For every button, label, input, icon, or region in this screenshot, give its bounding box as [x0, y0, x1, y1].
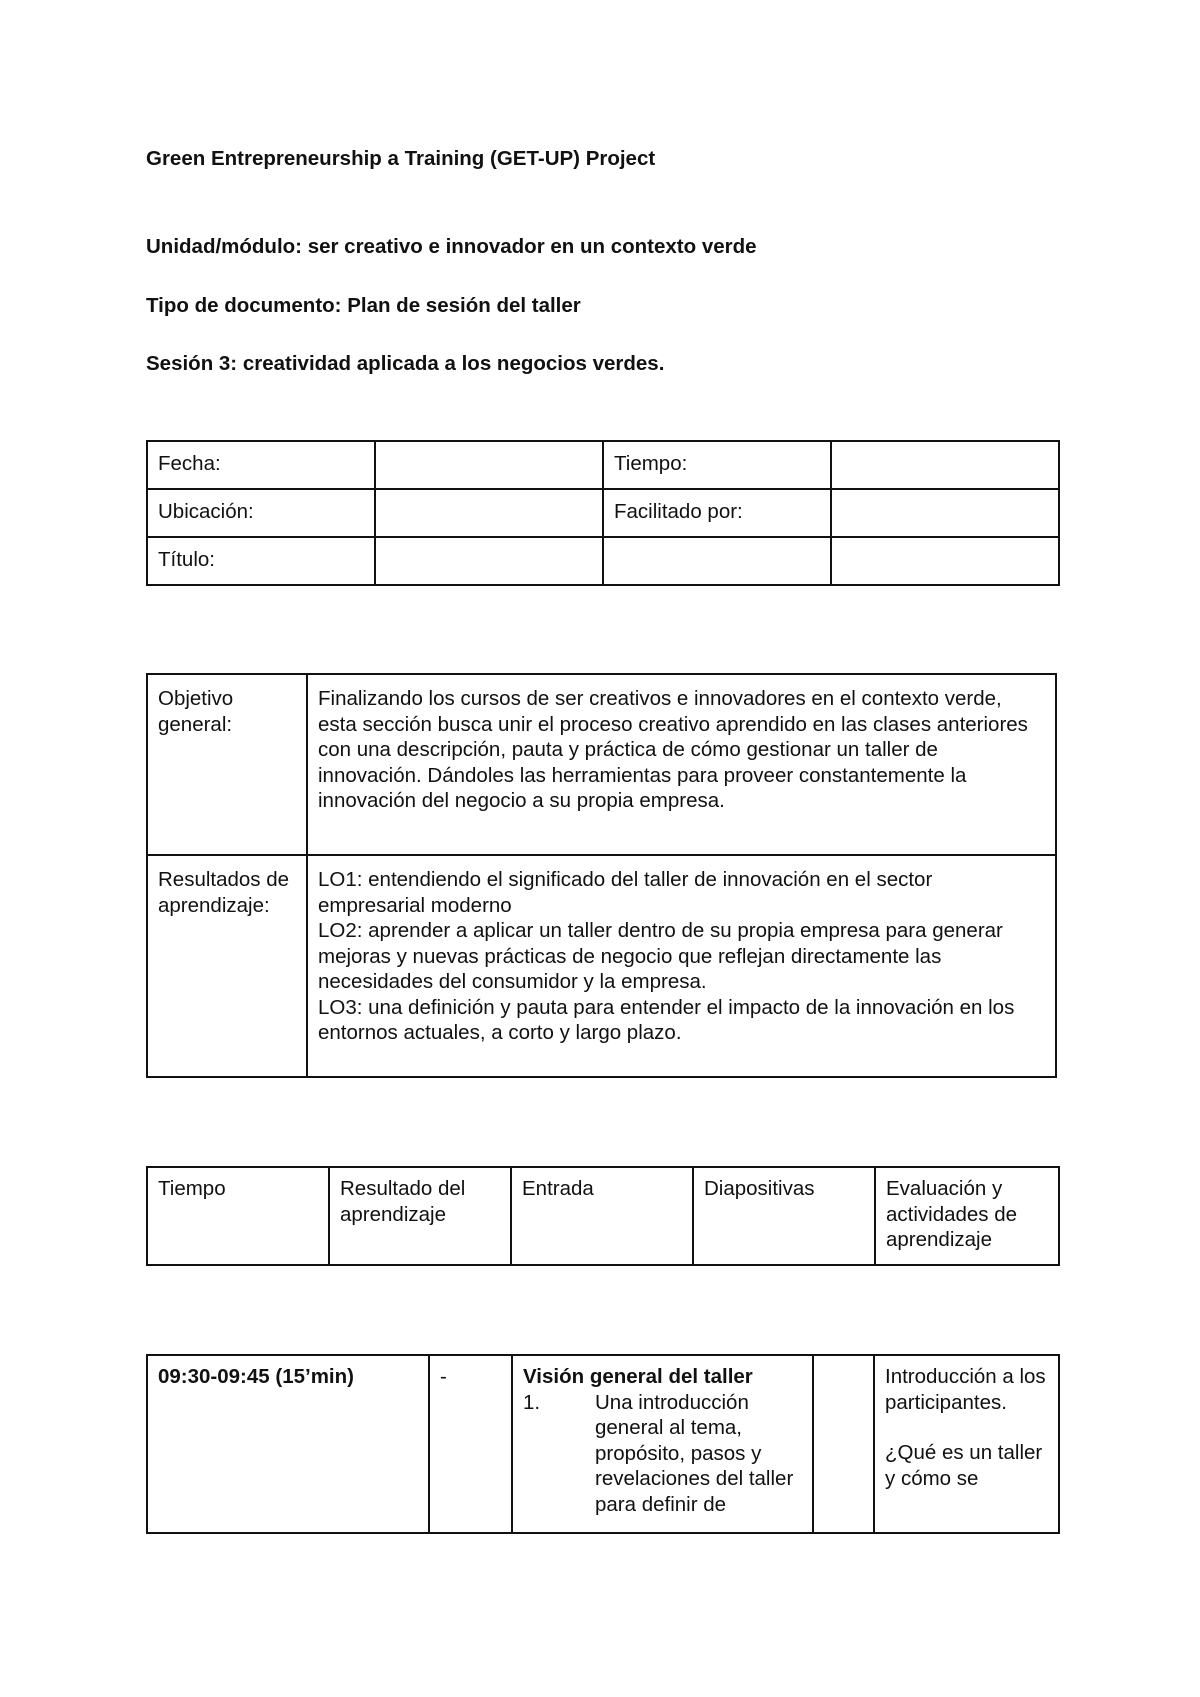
objectives-table [146, 673, 1057, 1078]
header-time: Tiempo [147, 1167, 329, 1265]
schedule-header-table [146, 1166, 1060, 1266]
title-label: Título: [147, 537, 375, 585]
list-item-number: 1. [523, 1390, 541, 1414]
session-entry [512, 1355, 813, 1533]
learning-results-label: Resultados de aprendizaje: [147, 855, 307, 1077]
session-slides [813, 1355, 874, 1533]
facilitator-value [831, 489, 1059, 537]
empty-cell [831, 537, 1059, 585]
date-value [375, 441, 603, 489]
unit-heading: Unidad/módulo: ser creativo e innovador en un contexto verde [146, 235, 757, 258]
session-evaluation [874, 1355, 1059, 1533]
evaluation-text-2: ¿Qué es un taller y cómo se [885, 1441, 1043, 1490]
lo1: LO1: entendiendo el significado del taller de innovación en el sector empresarial moderno [318, 868, 933, 917]
session-time: 09:30-09:45 (15’min) [147, 1355, 429, 1533]
empty-cell [603, 537, 831, 585]
header-entry: Entrada [511, 1167, 693, 1265]
document-type-heading: Tipo de documento: Plan de sesión del taller [146, 294, 581, 317]
header-learning-result: Resultado del aprendizaje [329, 1167, 511, 1265]
session-heading: Sesión 3: creatividad aplicada a los negocios verdes. [146, 352, 665, 375]
entry-list [523, 1390, 802, 1518]
header-evaluation: Evaluación y actividades de aprendizaje [875, 1167, 1059, 1265]
project-title: Green Entrepreneurship a Training (GET-UP) Project [146, 147, 656, 170]
facilitator-label: Facilitado por: [603, 489, 831, 537]
time-label: Tiempo: [603, 441, 831, 489]
schedule-row-table [146, 1354, 1060, 1534]
entry-title: Visión general del taller [523, 1365, 753, 1388]
general-objective-label: Objetivo general: [147, 674, 307, 855]
evaluation-text-1: Introducción a los participantes. [885, 1365, 1046, 1414]
learning-results-text [307, 855, 1056, 1077]
session-result: - [429, 1355, 512, 1533]
location-value [375, 489, 603, 537]
date-label: Fecha: [147, 441, 375, 489]
list-item [523, 1390, 802, 1518]
session-info-table [146, 440, 1060, 586]
lo2: LO2: aprender a aplicar un taller dentro de su propia empresa para generar mejoras y nuevas prácticas de negocio que reflejan directamente las necesidades del consumidor y la empresa. [318, 919, 1003, 993]
list-item-text: Una introducción general al tema, propósito, pasos y revelaciones del taller para definir de [595, 1390, 794, 1516]
header-slides: Diapositivas [693, 1167, 875, 1265]
time-value [831, 441, 1059, 489]
title-value [375, 537, 603, 585]
lo3: LO3: una definición y pauta para entender el impacto de la innovación en los entornos actuales, a corto y largo plazo. [318, 995, 1015, 1044]
location-label: Ubicación: [147, 489, 375, 537]
general-objective-text: Finalizando los cursos de ser creativos e innovadores en el contexto verde, esta sección busca unir el proceso creativo aprendido en las clases anteriores con una descripción, pauta y práctica de cómo gestionar un taller de innovación. Dándoles las herramientas para proveer constantemente la innovación del negocio a su propia empresa. [307, 674, 1056, 855]
